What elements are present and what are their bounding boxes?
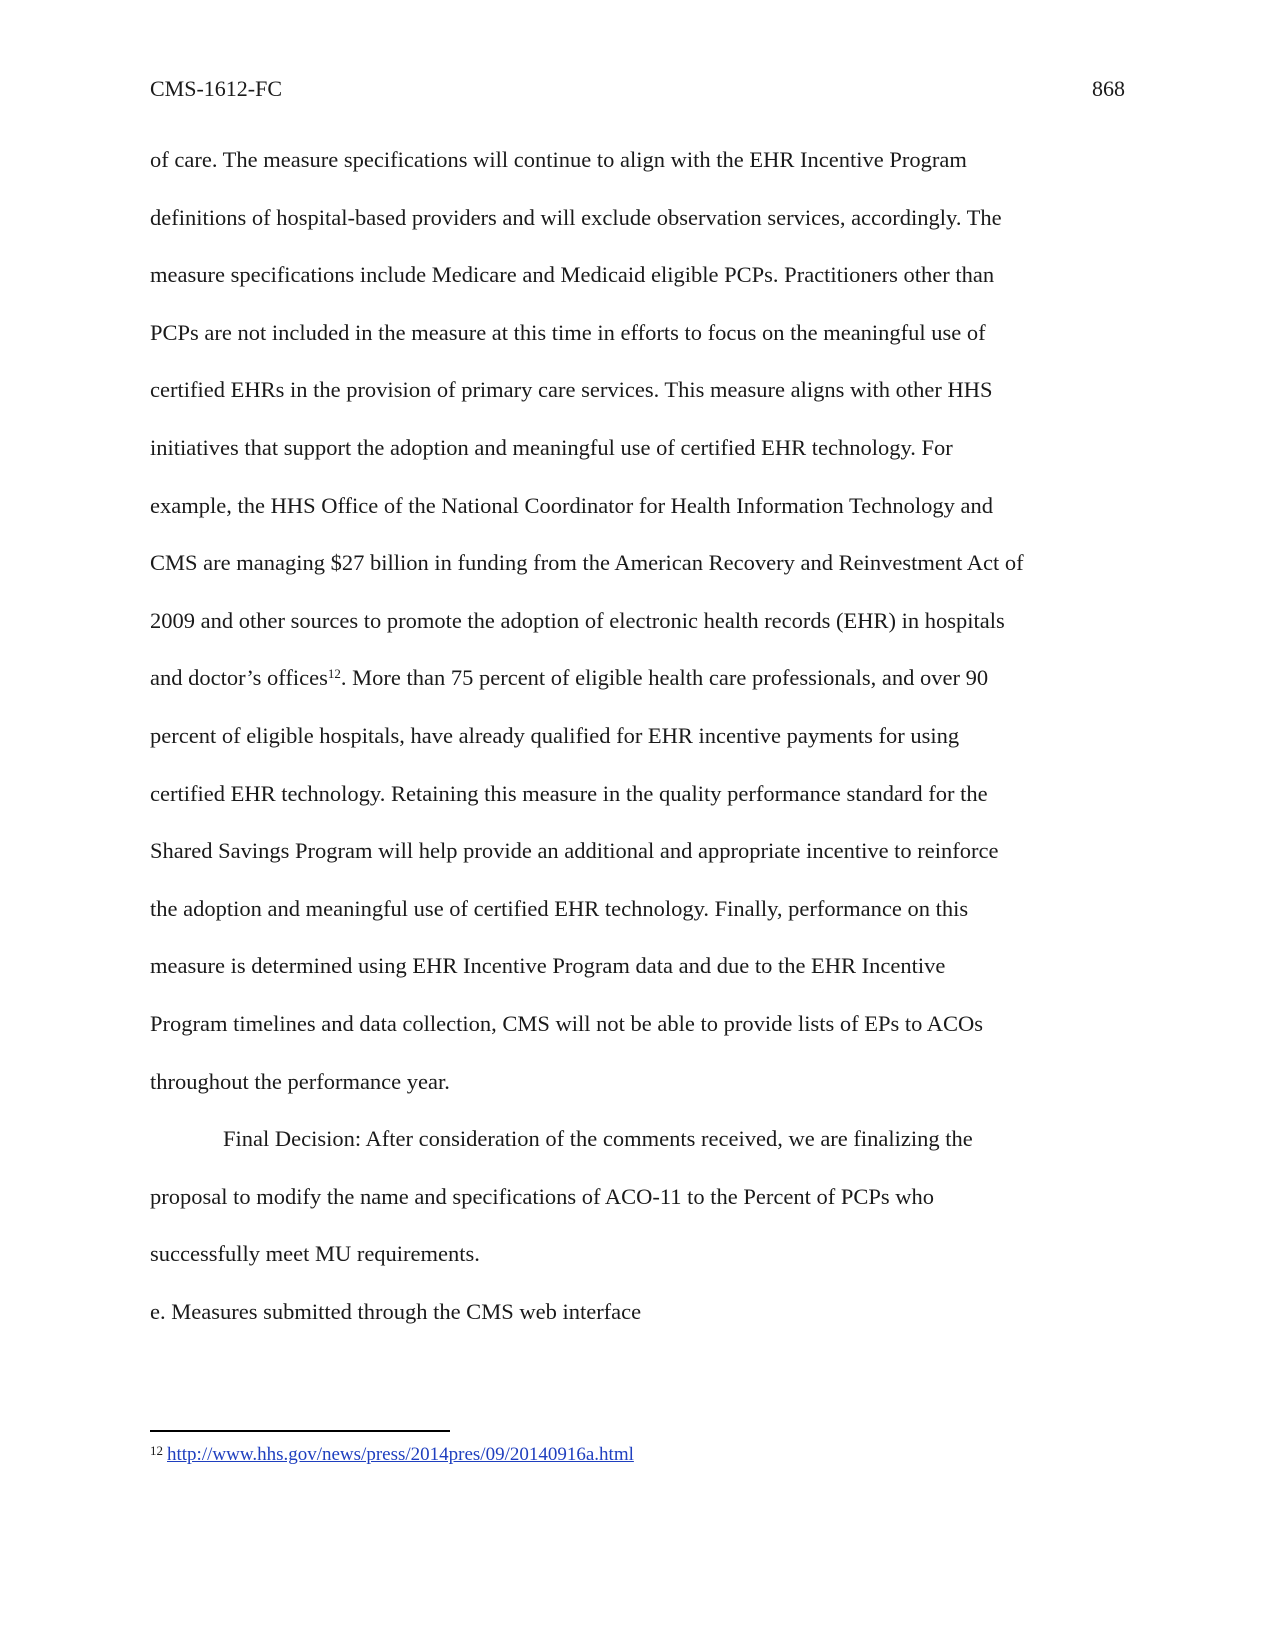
body-line: measure specifications include Medicare and Medicaid eligible PCPs. Practitioners other than — [150, 262, 995, 288]
body-line: Shared Savings Program will help provide an additional and appropriate incentive to reinforce — [150, 838, 999, 864]
body-line: example, the HHS Office of the National Coordinator for Health Information Technology and — [150, 492, 993, 518]
page-header — [150, 72, 1125, 106]
section-heading: e. Measures submitted through the CMS web interface — [150, 1298, 642, 1324]
body-line: Program timelines and data collection, CMS will not be able to provide lists of EPs to ACOs — [150, 1010, 984, 1036]
body-line-with-footnote-ref — [150, 661, 1125, 719]
final-decision-line: successfully meet MU requirements. — [150, 1241, 480, 1267]
footnote-separator — [150, 1430, 450, 1432]
footnote — [150, 1442, 1125, 1468]
body-line: certified EHR technology. Retaining this measure in the quality performance standard for the — [150, 780, 988, 806]
footnote-number: 12 — [150, 1443, 163, 1458]
document-id: CMS-1612-FC — [150, 76, 283, 101]
footnote-link[interactable]: http://www.hhs.gov/news/press/2014pres/09/20140916a.html — [167, 1444, 634, 1465]
body-line: measure is determined using EHR Incentive Program data and due to the EHR Incentive — [150, 953, 946, 979]
final-decision-line: Final Decision: After consideration of the comments received, we are finalizing the — [223, 1126, 973, 1152]
body-line: definitions of hospital-based providers and will exclude observation services, accordingly. The — [150, 204, 1002, 230]
body-line: certified EHRs in the provision of primary care services. This measure aligns with other HHS — [150, 377, 993, 403]
body-line: the adoption and meaningful use of certified EHR technology. Finally, performance on this — [150, 895, 969, 921]
body-line-text-before-ref: and doctor’s offices — [150, 665, 328, 691]
body-line: CMS are managing $27 billion in funding from the American Recovery and Reinvestment Act of — [150, 550, 1024, 576]
footnote-reference[interactable]: 12 — [327, 666, 341, 682]
final-decision-line: proposal to modify the name and specifications of ACO-11 to the Percent of PCPs who — [150, 1183, 935, 1209]
body-line-text-after-ref: . More than 75 percent of eligible health care professionals, and over 90 — [340, 665, 989, 691]
body-text — [150, 143, 1125, 1352]
page-number: 868 — [1092, 76, 1125, 101]
body-line: percent of eligible hospitals, have already qualified for EHR incentive payments for using — [150, 722, 960, 748]
body-line: of care. The measure specifications will continue to align with the EHR Incentive Program — [150, 147, 967, 172]
body-line: PCPs are not included in the measure at this time in efforts to focus on the meaningful use of — [150, 319, 986, 345]
body-line: initiatives that support the adoption and meaningful use of certified EHR technology. For — [150, 434, 953, 460]
body-line: 2009 and other sources to promote the adoption of electronic health records (EHR) in hospitals — [150, 607, 1005, 633]
body-line: throughout the performance year. — [150, 1068, 450, 1094]
